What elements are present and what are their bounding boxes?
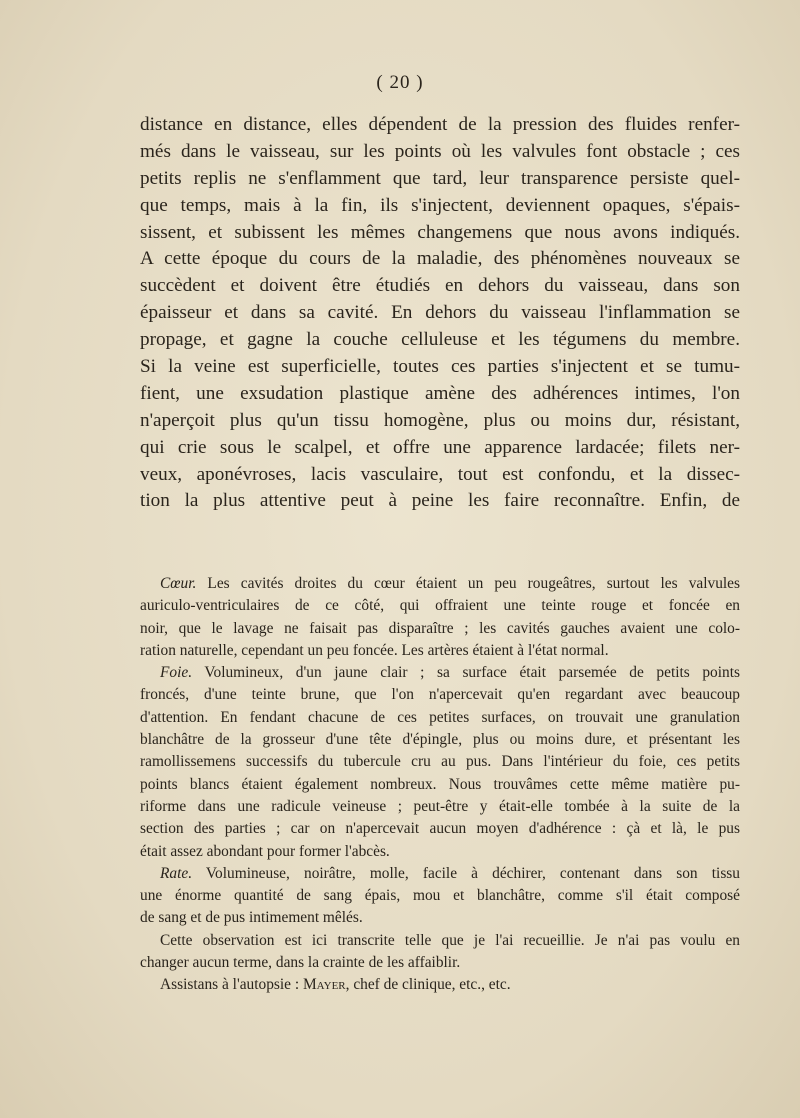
assistant-name: Mayer [303,976,346,994]
main-text [140,112,740,515]
note-line: de sang et de pus intimement mêlés. [140,909,363,927]
main-line: petits replis ne s'enflamment que tard, leur transparence persiste quel- [140,167,740,189]
note-label-coeur: Cœur. [160,575,197,592]
main-line: A cette époque du cours de la maladie, des phénomènes nouveaux se [140,248,740,270]
main-line: épaisseur et dans sa cavité. En dehors du vaisseau l'inflammation se [140,302,740,324]
main-line: sissent, et subissent les mêmes changemens que nous avons indiqués. [140,221,740,243]
note-line: section des parties ; car on n'apercevait aucun moyen d'adhérence : çà et là, le pus [140,820,740,838]
note-line: noir, que le lavage ne faisait pas disparaître ; les cavités gauches avaient une colo- [140,619,740,637]
page-number: ( 20 ) [376,72,424,93]
main-line: fient, une exsudation plastique amène des adhérences intimes, l'on [140,382,740,404]
main-line: succèdent et doivent être étudiés en dehors du vaisseau, dans son [140,275,740,297]
note-label-rate: Rate. [160,864,193,882]
main-line: que temps, mais à la fin, ils s'injectent, deviennent opaques, s'épais- [140,194,740,216]
note-line: ramollissemens successifs du tubercule cru au pus. Dans l'intérieur du foie, ces petits [140,753,740,771]
note-label-foie: Foie. [160,664,193,682]
main-line: n'aperçoit plus qu'un tissu homogène, plus ou moins dur, résistant, [140,409,740,431]
note-line: ration naturelle, cependant un peu foncée. Les artères étaient à l'état normal. [140,641,609,659]
main-line: propage, et gagne la couche celluleuse et les tégumens du membre. [140,329,740,351]
note-line: une énorme quantité de sang épais, mou et blanchâtre, comme s'il était composé [140,887,740,905]
note-line: auriculo-ventriculaires de ce côté, qui offraient une teinte rouge et foncée en [140,597,740,615]
note-line: était assez abondant pour former l'abcès. [140,842,390,860]
assistans-line: Assistans à l'autopsie : Mayer, chef de clinique, etc., etc. [160,976,511,994]
note-line: points blancs étaient également nombreux. Nous trouvâmes cette même matière pu- [140,775,740,793]
observation-line: changer aucun terme, dans la crainte de les affaiblir. [140,954,461,972]
main-line: veux, aponévroses, lacis vasculaire, tout est confondu, et la dissec- [140,463,740,485]
note-rate-first: Rate. Volumineuse, noirâtre, molle, facile à déchirer, contenant dans son tissu [160,864,740,882]
note-foie-first: Foie. Volumineux, d'un jaune clair ; sa surface était parsemée de petits points [160,664,740,682]
note-line: riforme dans une radicule veineuse ; peut-être y était-elle tombée à la suite de la [140,797,740,815]
observation-line: Cette observation est ici transcrite telle que je l'ai recueillie. Je n'ai pas voulu en [160,931,740,949]
main-line: tion la plus attentive peut à peine les faire reconnaître. Enfin, de [140,490,740,512]
note-line: blanchâtre de la grosseur d'une tête d'épingle, plus ou moins dure, et présentant les [140,731,740,749]
main-line: distance en distance, elles dépendent de la pression des fluides renfer- [140,114,740,135]
autopsy-notes [140,573,740,997]
main-line: qui crie sous le scalpel, et offre une apparence lardacée; filets ner- [140,436,740,458]
note-coeur-first: Cœur. Les cavités droites du cœur étaient un peu rougeâtres, surtout les valvules [160,575,740,592]
main-line: Si la veine est superficielle, toutes ces parties s'injectent et se tumu- [140,356,740,378]
note-line: froncés, d'une teinte brune, que l'on n'apercevait qu'en regardant avec beaucoup [140,686,740,704]
note-line: d'attention. En fendant chacune de ces petites surfaces, on trouvait une granulation [140,708,740,726]
main-line: més dans le vaisseau, sur les points où les valvules font obstacle ; ces [140,140,740,162]
